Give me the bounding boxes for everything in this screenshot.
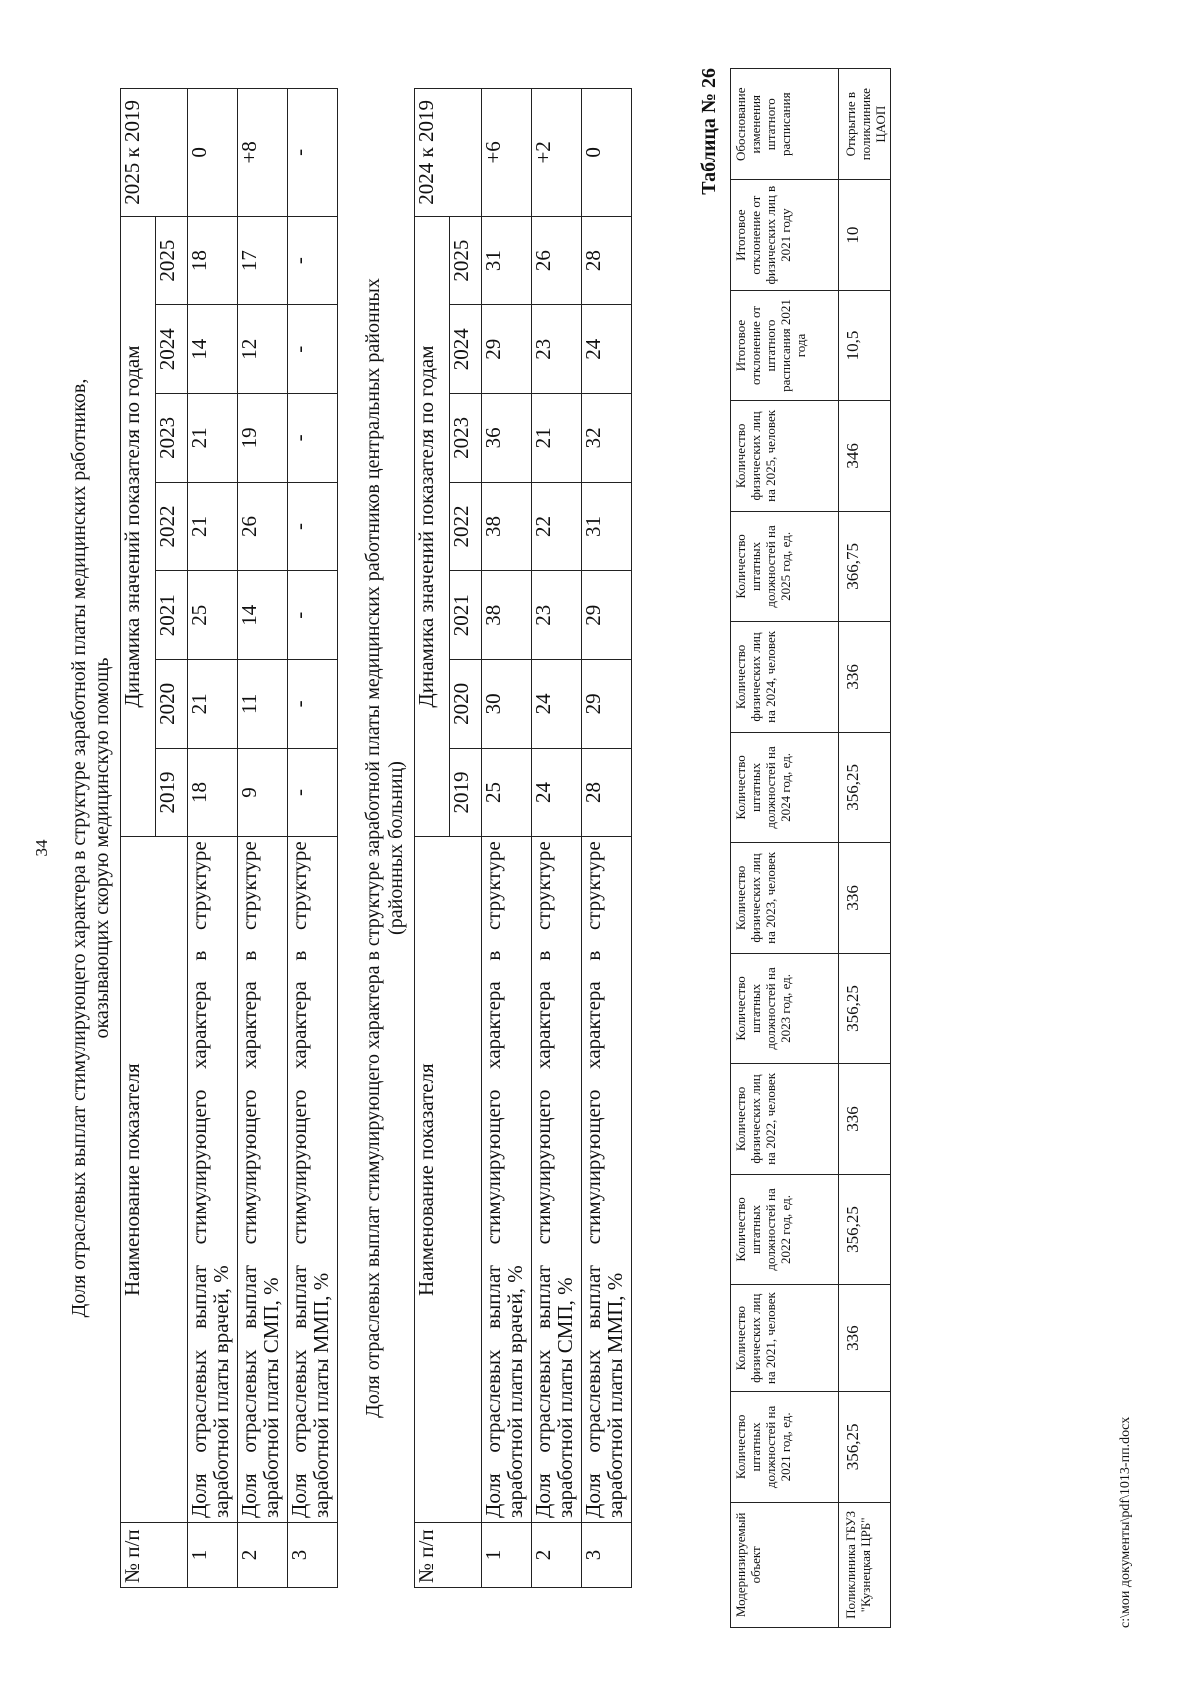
row-value: 22 (532, 482, 582, 571)
row-value: - (288, 748, 338, 837)
t3-header: Количество штатных должностей на 2025 год, ед. (731, 511, 839, 622)
row-value: 21 (188, 660, 238, 749)
row-value: 24 (582, 305, 632, 394)
t3-header: Количество штатных должностей на 2021 год, ед. (731, 1392, 839, 1503)
row-value: 24 (532, 748, 582, 837)
t3-header: Количество физических лиц на 2025, человек (731, 401, 839, 511)
table-row (582, 89, 632, 1588)
t3-header: Количество физических лиц на 2023, человек (731, 843, 839, 953)
row-value: 31 (582, 482, 632, 571)
row-value: 26 (238, 482, 288, 571)
t1-year: 2019 (156, 748, 188, 837)
row-value: 18 (188, 216, 238, 305)
t2-year: 2024 (450, 305, 482, 394)
table1-title-line1: Доля отраслевых выплат стимулирующего характера в структуре заработной платы медицинских работников, (68, 378, 90, 1318)
row-value: 29 (582, 571, 632, 660)
row-change: +8 (238, 89, 288, 217)
row-value: 38 (482, 482, 532, 571)
t3-header: Модернизируемый объект (731, 1502, 839, 1627)
row-value: 12 (238, 305, 288, 394)
row-change: - (288, 89, 338, 217)
row-value: 36 (482, 394, 532, 483)
t3-value: 356,25 (839, 1392, 891, 1503)
table1-title-line2: оказывающих скорую медицинскую помощь (91, 657, 113, 1039)
row-value: - (288, 216, 338, 305)
row-value: 32 (582, 394, 632, 483)
table-row (288, 89, 338, 1588)
row-name: Доля отраслевых выплат стимулирующего характера в структуре заработной платы СМП, % (238, 837, 288, 1523)
row-name: Доля отраслевых выплат стимулирующего характера в структуре заработной платы ММП, % (288, 837, 338, 1523)
row-value: 19 (238, 394, 288, 483)
t3-object: Поликлиника ГБУЗ "Кузнецкая ЦРБ" (839, 1502, 891, 1627)
row-name: Доля отраслевых выплат стимулирующего характера в структуре заработной платы врачей, % (482, 837, 532, 1523)
t1-header-num: № п/п (121, 1522, 188, 1587)
t3-value: 336 (839, 622, 891, 732)
t2-header-change: 2024 к 2019 (415, 89, 482, 217)
t2-header-dynamics: Динамика значений показателя по годам (415, 216, 450, 837)
t3-header: Итоговое отклонение от физических лиц в 2021 году (731, 180, 839, 290)
row-change: 0 (188, 89, 238, 217)
row-num: 2 (532, 1522, 582, 1587)
t2-year: 2022 (450, 482, 482, 571)
t1-header-name: Наименование показателя (121, 837, 188, 1523)
t2-year: 2019 (450, 748, 482, 837)
t3-header: Количество физических лиц на 2024, человек (731, 622, 839, 732)
row-value: 14 (188, 305, 238, 394)
row-value: 17 (238, 216, 288, 305)
table-row (188, 89, 238, 1588)
row-value: 25 (482, 748, 532, 837)
table2-title (362, 28, 408, 1668)
row-value: - (288, 482, 338, 571)
t3-header: Обоснование изменения штатного расписания (731, 69, 839, 180)
row-change: 0 (582, 89, 632, 217)
t3-header: Количество физических лиц на 2022, человек (731, 1064, 839, 1174)
page-number: 34 (32, 839, 51, 857)
table2-title-line1: Доля отраслевых выплат стимулирующего характера в структуре заработной платы медицинских работников центральных районных (362, 278, 384, 1418)
row-value: 31 (482, 216, 532, 305)
t2-year: 2021 (450, 571, 482, 660)
table-row (839, 69, 891, 1628)
t1-header-dynamics: Динамика значений показателя по годам (121, 216, 156, 837)
t3-value: 336 (839, 1285, 891, 1392)
row-value: 25 (188, 571, 238, 660)
row-value: 23 (532, 305, 582, 394)
row-name: Доля отраслевых выплат стимулирующего характера в структуре заработной платы СМП, % (532, 837, 582, 1523)
table-row (532, 89, 582, 1588)
footer-file-path: c:\мои документы\pdf\1013-пп.docx (1118, 1416, 1133, 1628)
table-header-row (731, 69, 839, 1628)
t3-header: Количество физических лиц на 2021, человек (731, 1285, 839, 1392)
t3-value: 10,5 (839, 290, 891, 400)
row-num: 3 (288, 1522, 338, 1587)
t2-year: 2025 (450, 216, 482, 305)
rotated-page (30, 28, 1170, 1668)
row-value: 9 (238, 748, 288, 837)
row-value: 30 (482, 660, 532, 749)
t1-year: 2025 (156, 216, 188, 305)
t2-year: 2020 (450, 660, 482, 749)
t3-header: Количество штатных должностей на 2023 год, ед. (731, 953, 839, 1064)
t1-year: 2024 (156, 305, 188, 394)
t3-header: Итоговое отклонение от штатного расписания 2021 года (731, 290, 839, 400)
row-value: 14 (238, 571, 288, 660)
t2-year: 2023 (450, 394, 482, 483)
row-value: 29 (482, 305, 532, 394)
t3-value: 336 (839, 843, 891, 953)
t3-value: 10 (839, 180, 891, 290)
row-value: 21 (188, 394, 238, 483)
row-num: 3 (582, 1522, 632, 1587)
t1-year: 2020 (156, 660, 188, 749)
t1-year: 2023 (156, 394, 188, 483)
t3-value: 356,25 (839, 1174, 891, 1285)
table2-stimulating-payments-district-hospitals (414, 88, 632, 1588)
row-value: 26 (532, 216, 582, 305)
row-value: 24 (532, 660, 582, 749)
row-value: 11 (238, 660, 288, 749)
table2-title-line2: (районных больниц) (385, 761, 407, 935)
t3-header: Количество штатных должностей на 2022 год, ед. (731, 1174, 839, 1285)
t3-header: Количество штатных должностей на 2024 год, ед. (731, 732, 839, 843)
row-value: 21 (532, 394, 582, 483)
t3-value: 366,75 (839, 511, 891, 622)
table-row (238, 89, 288, 1588)
row-value: 23 (532, 571, 582, 660)
row-value: 29 (582, 660, 632, 749)
table1-title (68, 28, 114, 1668)
row-num: 2 (238, 1522, 288, 1587)
row-value: 18 (188, 748, 238, 837)
t1-year: 2021 (156, 571, 188, 660)
row-name: Доля отраслевых выплат стимулирующего характера в структуре заработной платы врачей, % (188, 837, 238, 1523)
row-change: +6 (482, 89, 532, 217)
t3-value: 356,25 (839, 732, 891, 843)
row-value: - (288, 660, 338, 749)
row-value: - (288, 305, 338, 394)
table1-stimulating-payments-ambulance (120, 88, 338, 1588)
t2-header-num: № п/п (415, 1522, 482, 1587)
row-value: - (288, 394, 338, 483)
row-name: Доля отраслевых выплат стимулирующего характера в структуре заработной платы ММП, % (582, 837, 632, 1523)
t2-header-name: Наименование показателя (415, 837, 482, 1523)
row-value: - (288, 571, 338, 660)
row-change: +2 (532, 89, 582, 217)
t1-header-change: 2025 к 2019 (121, 89, 188, 217)
t3-justification: Открытие в поликлинике ЦАОП (839, 69, 891, 180)
t3-value: 356,25 (839, 953, 891, 1064)
t3-value: 346 (839, 401, 891, 511)
row-value: 21 (188, 482, 238, 571)
table3-staffing (730, 68, 891, 1628)
t1-year: 2022 (156, 482, 188, 571)
table-row (482, 89, 532, 1588)
t3-value: 336 (839, 1064, 891, 1174)
row-value: 28 (582, 216, 632, 305)
row-value: 28 (582, 748, 632, 837)
row-value: 38 (482, 571, 532, 660)
table3-caption: Таблица № 26 (698, 68, 720, 195)
row-num: 1 (188, 1522, 238, 1587)
row-num: 1 (482, 1522, 532, 1587)
